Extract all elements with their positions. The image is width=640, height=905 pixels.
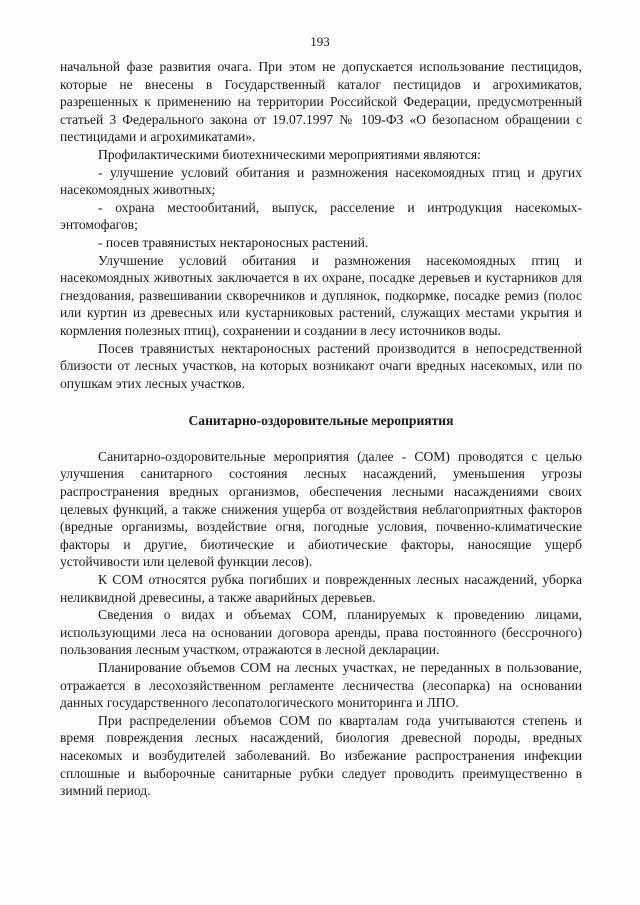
list-item-nectar-plants: - посев травянистых нектароносных растений. (98, 234, 369, 250)
paragraph-intro-list: Профилактическими биотехническими мероприятиями являются: (98, 146, 481, 162)
list-item-entomophages: - охрана местообитаний, выпуск, расселение и интродукция насекомых-энтомофагов; (60, 199, 582, 233)
paragraph-som-declaration: Сведения о видах и объемах СОМ, планируемых к проведению лицами, использующими леса на основании договора аренды, права постоянного (бессрочного) пользования лесным участком, отражаются в лесной декларации. (60, 607, 582, 658)
paragraph-continuation: начальной фазе развития очага. При этом не допускается использование пестицидов, которые не внесены в Государственный каталог пестицидов и агрохимикатов, разрешенных к применению на территории Российской Федерации, предусмотренный статьей 3 Федерального закона от 19.07.1997 № 109-ФЗ «О безопасном обращении с пестицидами и агрохимикатами». (60, 59, 582, 145)
paragraph-som-definition: Санитарно-оздоровительные мероприятия (далее - СОМ) проводятся с целью улучшения санитарного состояния лесных насаждений, уменьшения угрозы распространения вредных организмов, обеспечения лесными насаждениями своих целевых функций, а также снижения ущерба от воздействия неблагоприятных факторов (вредные организмы, воздействие огня, погодные условия, почвенно-климатические факторы и другие, биотические и абиотические факторы, наносящие ущерб устойчивости или целевой функции лесов). (60, 448, 582, 570)
paragraph-som-types: К СОМ относятся рубка погибших и поврежденных лесных насаждений, уборка неликвидной древесины, а также аварийных деревьев. (60, 572, 582, 605)
section-heading: Санитарно-оздоровительные мероприятия (188, 413, 454, 429)
paragraph-birds-improvement: Улучшение условий обитания и размножения насекомоядных птиц и насекомоядных животных заключается в их охране, посадке деревьев и кустарников для гнездования, развешивании скворечников и дуплянок, подкормке, посадке ремиз (полос или куртин из древесных или кустарниковых растений, служащих местами укрытия и кормления полезных птиц), сохранении и создании в лесу источников воды. (60, 252, 582, 338)
paragraph-som-distribution: При распределении объемов СОМ по кварталам года учитываются степень и время повреждения лесных насаждений, биология древесной породы, вредных насекомых и возбудителей заболеваний. Во избежание распространения инфекции сплошные и выборочные санитарные рубки следует проводить преимущественно в зимний период. (60, 712, 582, 799)
page-number: 193 (310, 34, 330, 49)
document-body (60, 58, 582, 800)
paragraph-nectar-sowing: Посев травянистых нектароносных растений производится в непосредственной близости от лесных участков, на которых возникают очаги вредных насекомых, или по опушкам этих лесных участков. (60, 340, 582, 391)
list-item-birds: - улучшение условий обитания и размножения насекомоядных птиц и других насекомоядных животных; (60, 164, 582, 198)
paragraph-som-planning: Планирование объемов СОМ на лесных участках, не переданных в пользование, отражается в лесохозяйственном регламенте лесничества (лесопарка) на основании данных государственного лесопатологического мониторинга и ЛПО. (60, 660, 582, 711)
